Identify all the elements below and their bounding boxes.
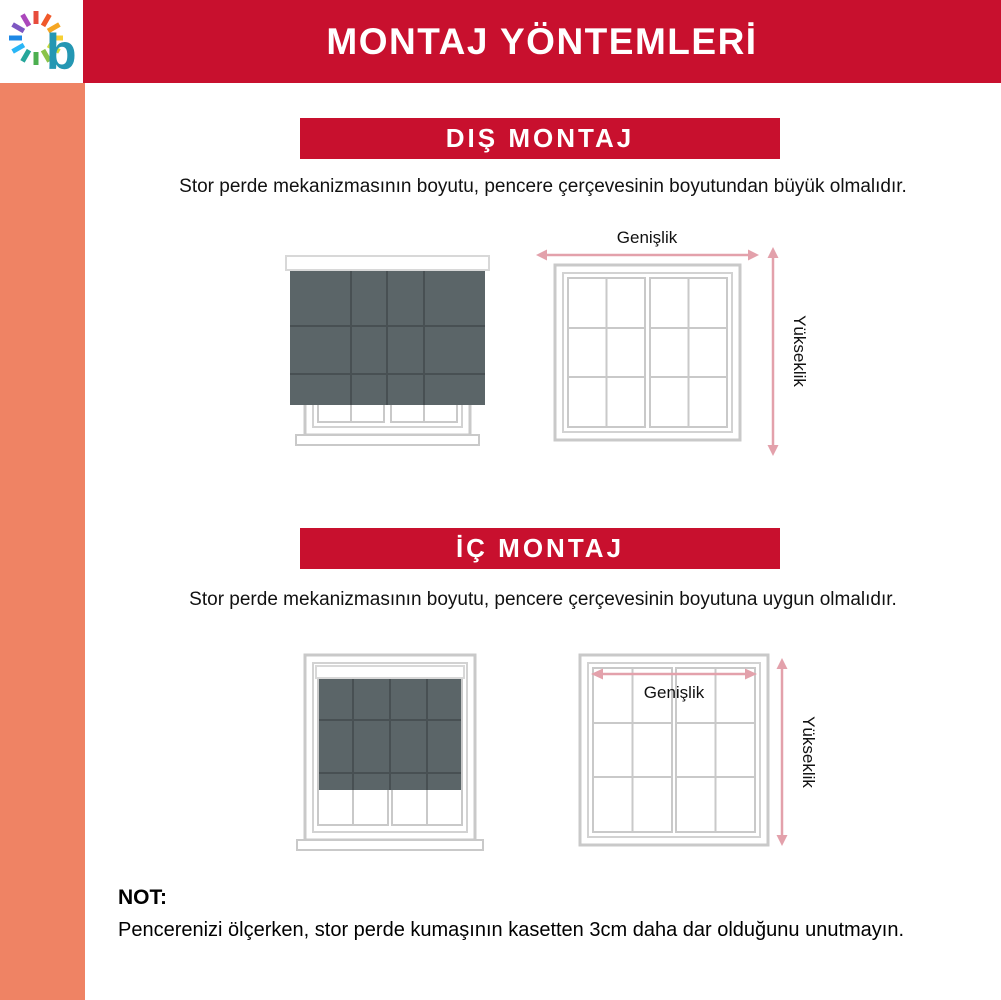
note-label: NOT: [118, 886, 167, 909]
width-label: Genişlik [616, 230, 678, 247]
header [0, 0, 1001, 83]
height-label: Yükseklik [799, 716, 818, 788]
inside-mount-window-illustration [295, 650, 485, 855]
window-sill [297, 840, 483, 850]
window-frame [555, 265, 740, 440]
brand-logo-icon [0, 0, 83, 83]
blind-cassette [316, 666, 464, 678]
height-arrow [768, 247, 779, 456]
inside-mount-measure-illustration [560, 650, 820, 855]
section-description-ic-montaj: Stor perde mekanizmasının boyutu, pencere çerçevesinin boyutuna uygun olmalıdır. [189, 589, 897, 610]
left-accent-stripe [0, 83, 85, 1000]
window-sill [296, 435, 479, 445]
note [118, 886, 978, 942]
section-banner-dis-montaj: DIŞ MONTAJ [300, 118, 780, 159]
width-arrow [536, 250, 759, 261]
roller-blind-outside [286, 256, 489, 405]
page-title: MONTAJ YÖNTEMLERİ [326, 20, 758, 62]
blind-cassette [286, 256, 489, 270]
width-label: Genişlik [643, 683, 705, 702]
roller-blind-inside [316, 666, 464, 790]
section-banner-ic-montaj: İÇ MONTAJ [300, 528, 780, 569]
brand-logo [0, 0, 83, 83]
outside-mount-window-illustration [280, 250, 495, 455]
height-arrow [777, 658, 788, 846]
outside-mount-measure-illustration [530, 230, 810, 465]
content [85, 83, 1001, 1000]
section-description-dis-montaj: Stor perde mekanizmasının boyutu, pencere çerçevesinin boyutundan büyük olmalıdır. [179, 176, 907, 197]
height-label: Yükseklik [790, 315, 809, 387]
brand-logo-letter: b [46, 24, 77, 80]
note-text: Pencerenizi ölçerken, stor perde kumaşının kasetten 3cm daha dar olduğunu unutmayın. [118, 919, 905, 941]
